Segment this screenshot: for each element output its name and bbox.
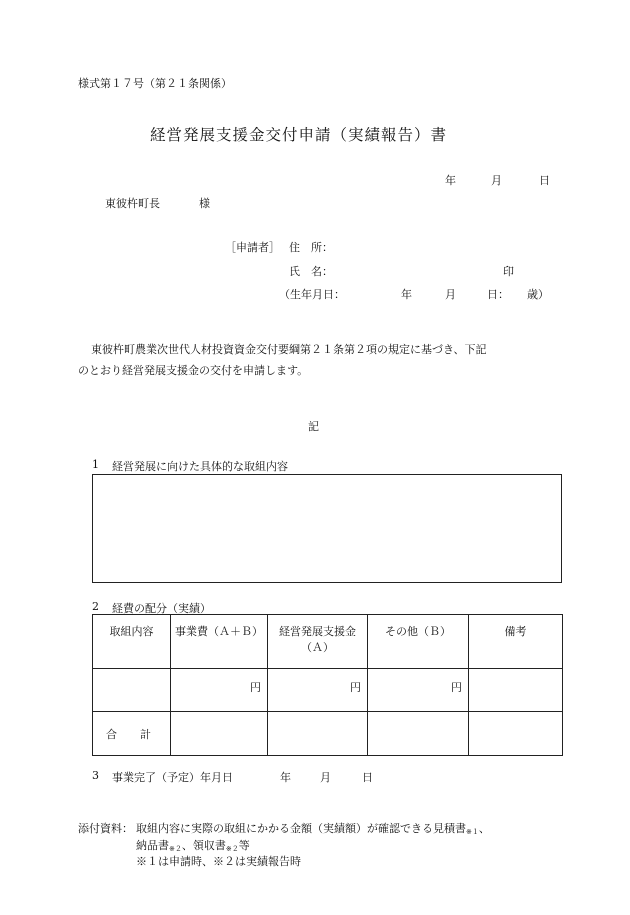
attachments-comma: 、 [478,822,490,835]
page-title: 経営発展支援金交付申請（実績報告）書 [150,126,448,144]
header-subsidy-label: 経営発展支援金 [279,625,356,638]
section3-heading: 事業完了（予定）年月日 [112,771,233,784]
cell-other[interactable] [368,669,469,712]
section1-textbox[interactable] [92,474,562,583]
note-marker-2a: ※２ [169,845,182,853]
attachments-line-1 [136,820,490,837]
applicant-label: ［申請者］ [225,241,280,254]
completion-day: 日 [362,771,373,784]
expense-data-row [93,669,563,712]
total-other[interactable] [368,712,469,756]
section2-heading: 経費の配分（実績） [112,602,211,615]
seal-mark: 印 [503,265,514,278]
section2-number: 2 [92,600,99,613]
attachments-line-2 [136,837,250,854]
yen-unit: 円 [451,681,462,694]
header-other: その他（Ｂ） [368,615,469,669]
addressee-name: 東彼杵町長 [105,197,160,210]
attachments-etc: 等 [238,839,250,852]
total-project-cost[interactable] [171,712,268,756]
body-line-2: のとおり経営発展支援金の交付を申請します。 [78,364,309,377]
completion-year: 年 [280,771,291,784]
address-label: 住 所： [289,241,333,254]
header-remarks: 備考 [469,615,563,669]
header-subsidy-a: （Ａ） [301,641,334,654]
name-label: 氏 名： [289,265,333,278]
header-subsidy [268,615,368,669]
expense-header-row [93,615,563,669]
birth-prefix: （生年月日： [279,288,345,301]
cell-content[interactable] [93,669,171,712]
date-day: 日 [539,174,550,187]
expense-table [92,614,563,756]
attachments-label: 添付資料： [78,822,133,835]
form-number: 様式第１７号（第２１条関係） [78,77,232,90]
header-project-cost: 事業費（Ａ＋Ｂ） [171,615,268,669]
cell-remarks[interactable] [469,669,563,712]
section1-number: 1 [92,458,99,471]
age-suffix: 歳） [527,288,549,301]
header-content: 取組内容 [93,615,171,669]
note-marker-2b: ※２ [225,845,239,853]
ki-mark: 記 [308,420,319,433]
cell-subsidy[interactable] [268,669,368,712]
note-marker-1: ※１ [466,828,479,836]
section1-heading: 経営発展に向けた具体的な取組内容 [112,460,288,473]
date-year: 年 [445,174,456,187]
attachments-text-1: 取組内容に実際の取組にかかる金額（実績額）が確認できる見積書 [136,822,466,835]
birth-month: 月 [445,288,456,301]
birth-year: 年 [401,288,412,301]
body-line-1: 東彼杵町農業次世代人材投資資金交付要綱第２１条第２項の規定に基づき、下記 [91,343,487,356]
completion-month: 月 [320,771,331,784]
attachments-line-3: ※１は申請時、※２は実績報告時 [136,855,301,868]
birth-day: 日： [487,288,509,301]
total-remarks[interactable] [469,712,563,756]
total-label: 合 計 [93,712,171,756]
attachments-delivery: 納品書 [136,839,169,852]
yen-unit: 円 [350,681,361,694]
date-month: 月 [491,174,502,187]
cell-project-cost[interactable] [171,669,268,712]
yen-unit: 円 [250,681,261,694]
total-subsidy[interactable] [268,712,368,756]
section3-number: 3 [92,769,99,782]
addressee-honorific: 様 [199,197,210,210]
attachments-receipt: 、領収書 [181,839,226,852]
expense-total-row [93,712,563,756]
